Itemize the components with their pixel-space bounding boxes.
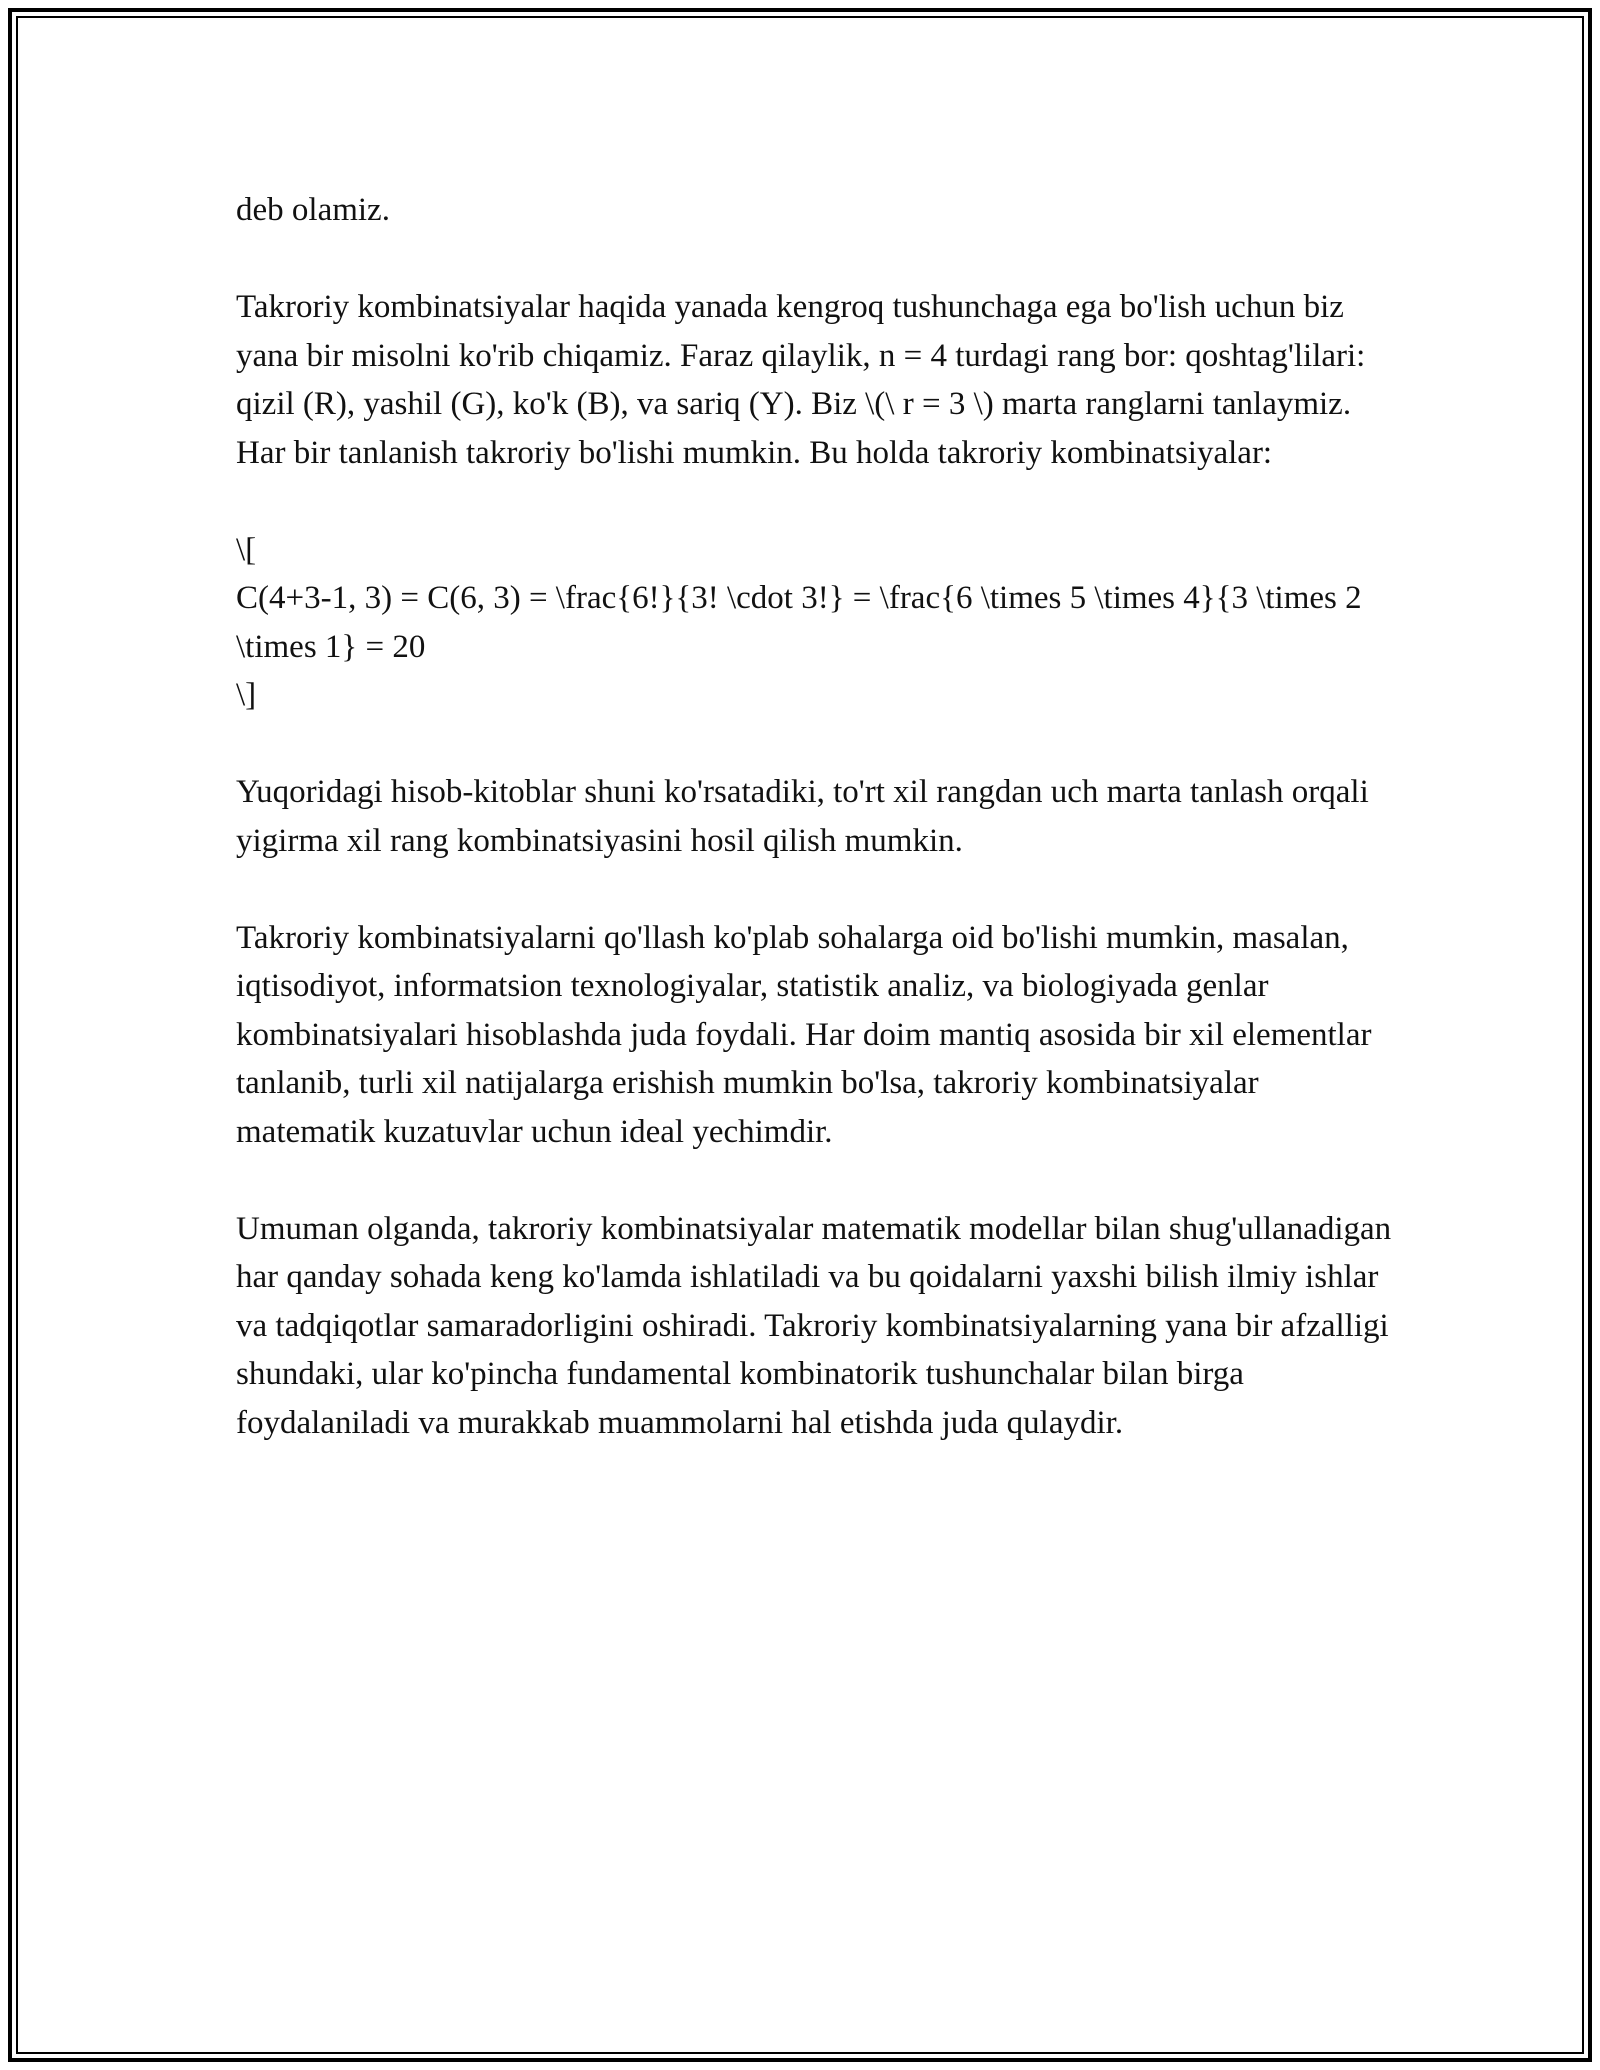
document-body <box>236 186 1396 1496</box>
paragraph-conclusion: Umuman olganda, takroriy kombinatsiyalar matematik modellar bilan shug'ullanadigan har qanday sohada keng ko'lamda ishlatiladi va bu qoidalarni yaxshi bilish ilmiy ishlar va tadqiqotlar samaradorligini oshiradi. Takroriy kombinatsiyalarning yana bir afzalligi shundaki, ular ko'pincha fundamental kombinatorik tushunchalar bilan birga foydalaniladi va murakkab muammolarni hal etishda juda qulaydir. <box>236 1210 1392 1441</box>
math-open-delimiter: \[ <box>236 531 257 568</box>
paragraph-intro: deb olamiz. <box>236 192 390 228</box>
math-formula: C(4+3-1, 3) = C(6, 3) = \frac{6!}{3! \cdot 3!} = \frac{6 \times 5 \times 4}{3 \times 2 \times 1} = 20 <box>236 580 1362 665</box>
math-close-delimiter: \] <box>236 677 257 713</box>
math-block <box>236 526 1396 720</box>
paragraph-result: Yuqoridagi hisob-kitoblar shuni ko'rsatadiki, to'rt xil rangdan uch marta tanlash orqali yigirma xil rang kombinatsiyasini hosil qilish mumkin. <box>236 774 1369 859</box>
paragraph-example: Takroriy kombinatsiyalar haqida yanada kengroq tushunchaga ega bo'lish uchun biz yana bir misolni ko'rib chiqamiz. Faraz qilaylik, n = 4 turdagi rang bor: qoshtag'lilari: qizil (R), yashil (G), ko'k (B), va sariq (Y). Biz \(\ r = 3 \) marta ranglarni tanlaymiz. Har bir tanlanish takroriy bo'lishi mumkin. Bu holda takroriy kombinatsiyalar: <box>236 289 1366 471</box>
paragraph-applications: Takroriy kombinatsiyalarni qo'llash ko'plab sohalarga oid bo'lishi mumkin, masalan, iqtisodiyot, informatsion texnologiyalar, statistik analiz, va biologiyada genlar kombinatsiyalari hisoblashda juda foydali. Har doim mantiq asosida bir xil elementlar tanlanib, turli xil natijalarga erishish mumkin bo'lsa, takroriy kombinatsiyalar matematik kuzatuvlar uchun ideal yechimdir. <box>236 919 1372 1150</box>
